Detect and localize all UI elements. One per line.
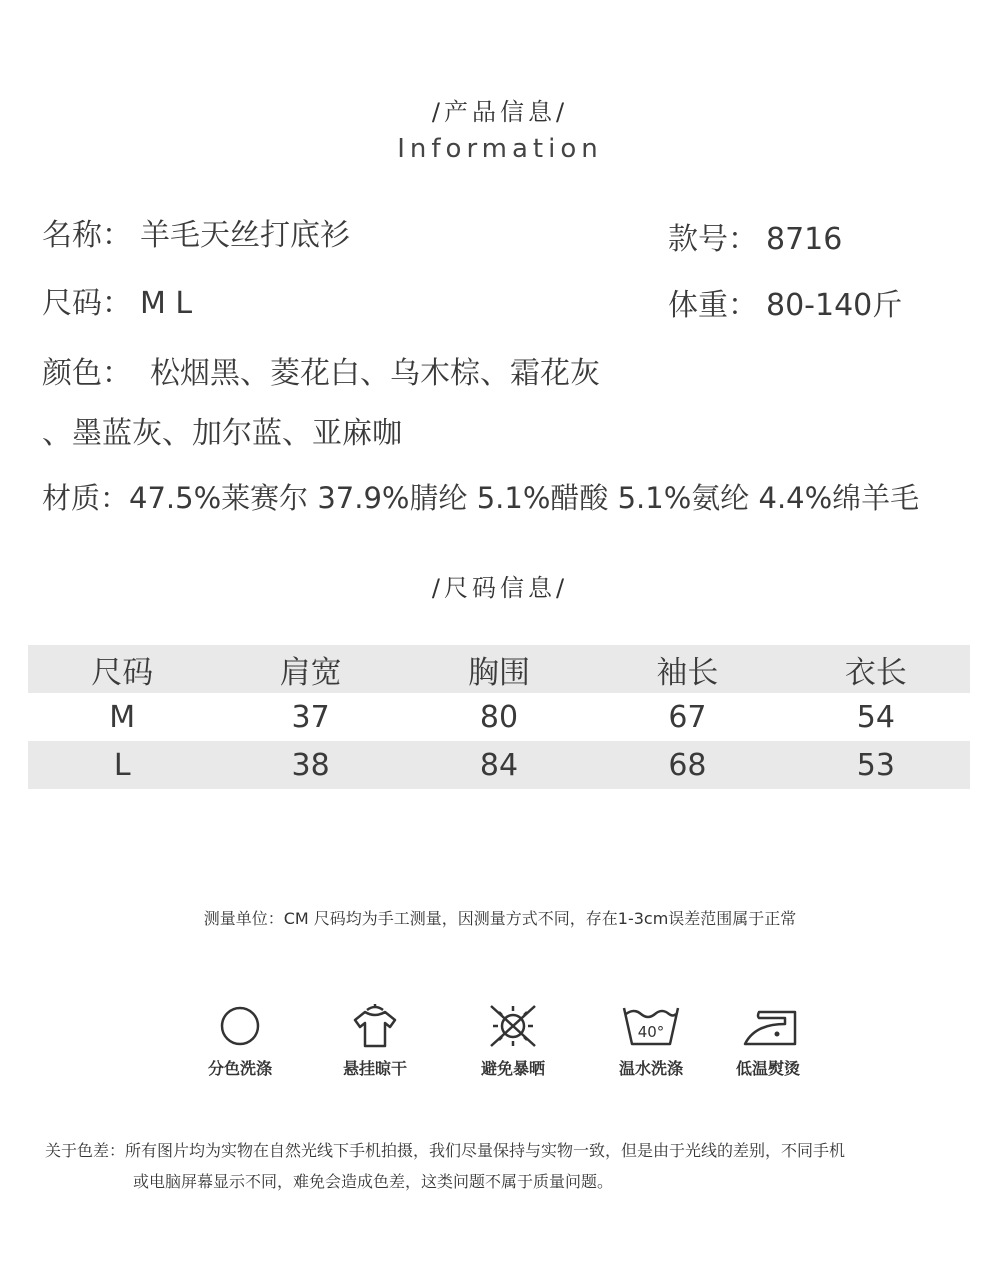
care-item-separate-wash	[180, 1000, 300, 1079]
care-item-hang-dry	[315, 1000, 435, 1079]
color-values-line2: 、墨蓝灰、加尔蓝、亚麻咖	[42, 416, 402, 451]
size-label: 尺码：	[42, 286, 132, 321]
header-cell-chest: 胸围	[468, 654, 531, 691]
material-label: 材质：	[42, 481, 130, 515]
table-cell: 84	[479, 747, 519, 783]
table-cell: 37	[291, 699, 330, 735]
product-info-subtitle: Information	[397, 134, 603, 164]
material-value: 47.5%莱赛尔 37.9%腈纶 5.1%醋酸 5.1%氨纶 4.4%绵羊毛	[129, 481, 920, 515]
measurement-note: 测量单位：CM 尺码均为手工测量，因测量方式不同，存在1-3cm误差范围属于正常	[203, 909, 797, 928]
table-cell: 80	[479, 699, 519, 735]
header-cell-length: 衣长	[844, 654, 907, 691]
weight-label: 体重：	[668, 288, 758, 323]
weight-value: 80-140斤	[766, 288, 903, 323]
care-label: 温水洗涤	[618, 1059, 683, 1078]
care-label: 悬挂晾干	[342, 1059, 407, 1078]
style-number-value: 8716	[766, 222, 843, 257]
table-cell: 53	[856, 747, 895, 783]
size-table-header	[28, 645, 970, 693]
weight-row	[668, 280, 902, 324]
wash-temperature: 40°	[637, 1023, 665, 1041]
product-name-row	[42, 210, 350, 254]
care-item-low-iron	[708, 1000, 828, 1079]
circle-dye-icon	[215, 1000, 265, 1050]
color-label: 颜色：	[42, 356, 132, 391]
iron-low-icon	[735, 1000, 801, 1050]
color-row	[42, 348, 600, 392]
header-cell-sleeve: 袖长	[656, 654, 719, 691]
no-sun-icon	[483, 1000, 543, 1050]
color-disclaimer-line1: 关于色差：所有图片均为实物在自然光线下手机拍摄，我们尽量保持与实物一致，但是由于光线的差别，不同手机	[45, 1141, 846, 1160]
care-item-warm-wash	[591, 1000, 711, 1079]
table-cell: 68	[668, 747, 707, 783]
table-cell: 54	[856, 699, 895, 735]
table-cell: 38	[291, 747, 330, 783]
size-row	[42, 278, 192, 322]
size-info-title: /尺码信息/	[431, 574, 569, 602]
header-cell-size: 尺码	[91, 654, 154, 691]
table-row	[28, 693, 970, 741]
wash-40-icon	[620, 1000, 682, 1050]
header-cell-shoulder: 肩宽	[279, 654, 342, 691]
table-cell: 67	[668, 699, 707, 735]
size-table	[28, 645, 970, 789]
product-name-label: 名称：	[42, 218, 132, 253]
table-cell: M	[109, 699, 136, 735]
table-row	[28, 741, 970, 789]
size-value: M L	[140, 286, 193, 321]
color-disclaimer-line2: 或电脑屏幕显示不同，难免会造成色差，这类问题不属于质量问题。	[133, 1172, 614, 1191]
product-info-title: /产品信息/	[431, 98, 569, 126]
material-row	[42, 476, 919, 517]
care-label: 避免暴晒	[480, 1059, 545, 1078]
care-item-avoid-sun	[453, 1000, 573, 1079]
care-label: 低温熨烫	[735, 1059, 800, 1078]
hanging-shirt-icon	[347, 1000, 403, 1050]
style-number-row	[668, 214, 842, 258]
table-cell: L	[113, 747, 131, 783]
care-label: 分色洗涤	[207, 1059, 272, 1078]
color-values-line1: 松烟黑、菱花白、乌木棕、霜花灰	[150, 356, 600, 391]
product-name-value: 羊毛天丝打底衫	[140, 218, 350, 253]
style-number-label: 款号：	[668, 222, 758, 257]
